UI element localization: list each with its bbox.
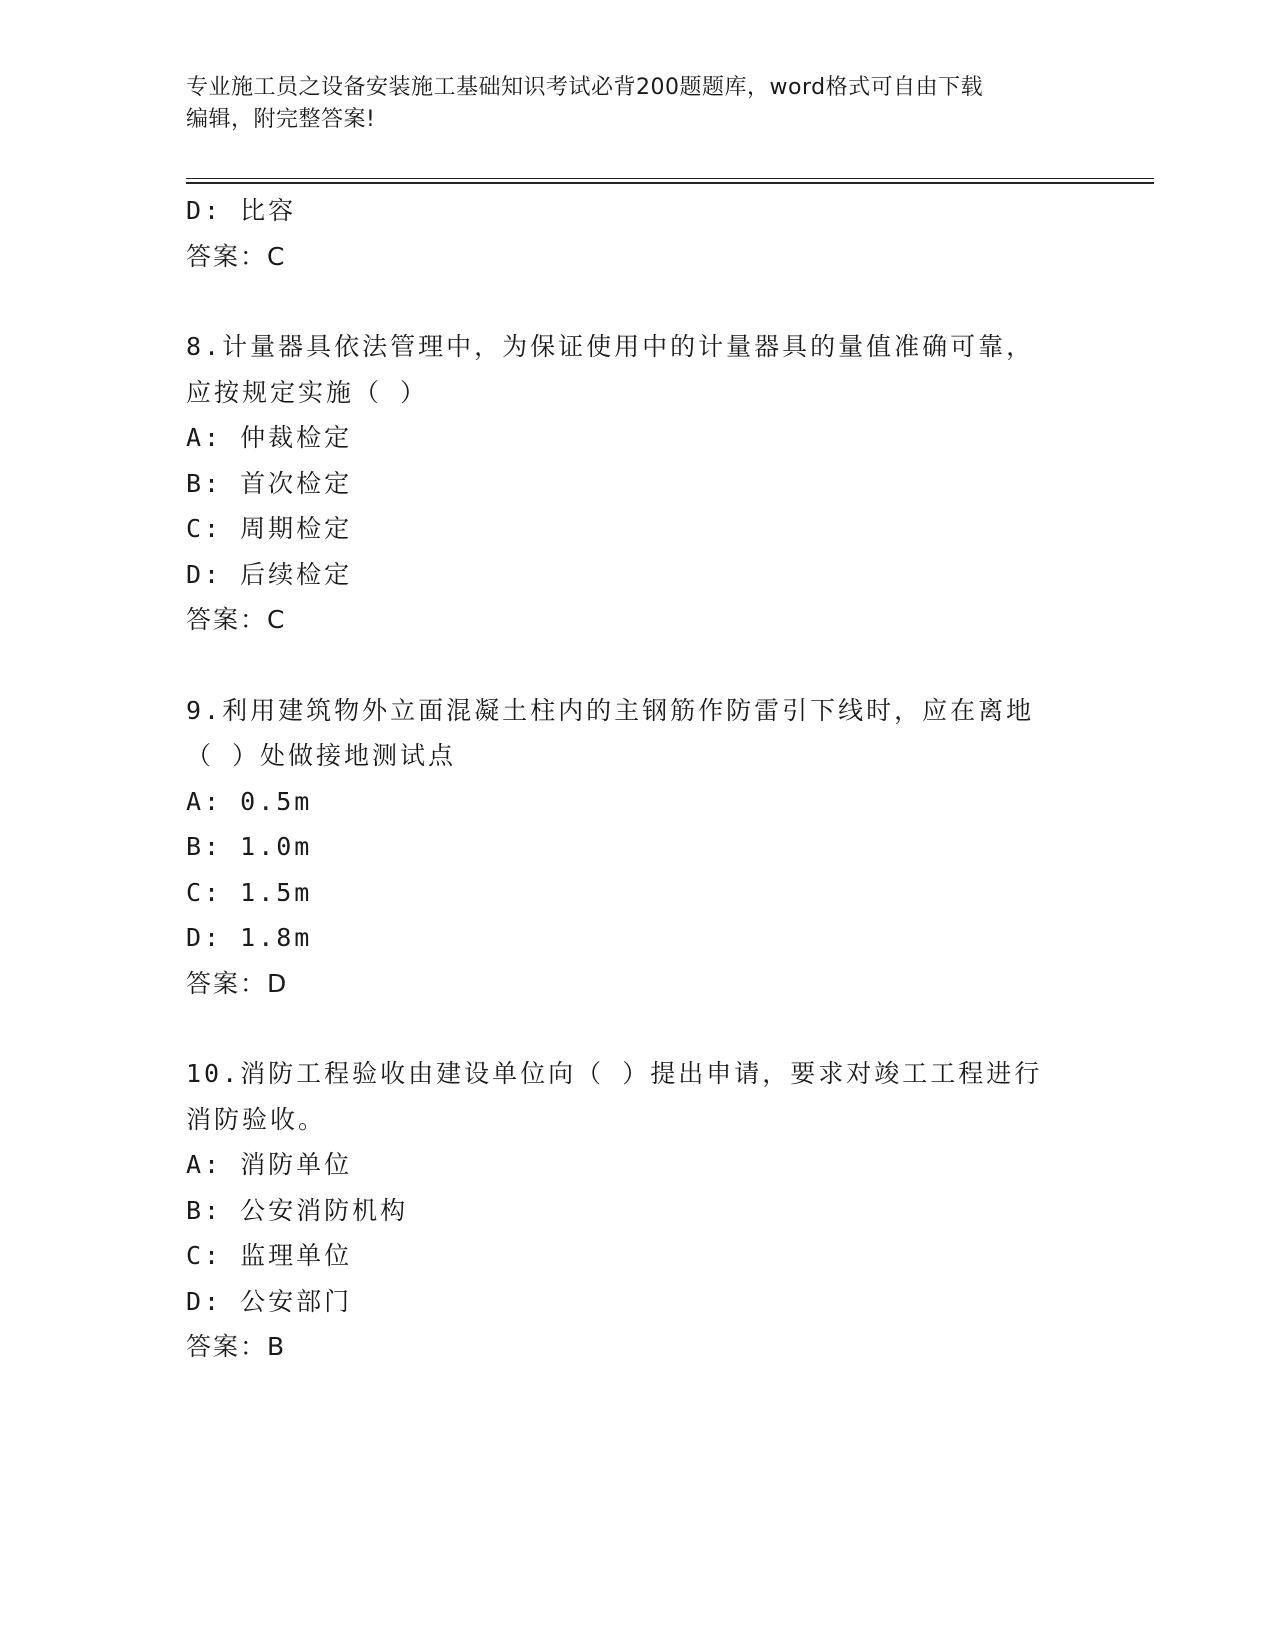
previous-question-fragment: [186, 188, 1086, 279]
question-content: [186, 188, 1086, 1370]
header-line-1: 专业施工员之设备安装施工基础知识考试必背200题题库，word格式可自由下载: [186, 75, 984, 100]
option-a: A: 0.5m: [186, 786, 313, 816]
answer-line: 答案：C: [186, 605, 287, 634]
question-stem: 8.计量器具依法管理中，为保证使用中的计量器具的量值准确可靠，: [186, 332, 1035, 361]
question-stem-cont: 应按规定实施（ ）: [186, 377, 429, 407]
answer-line: 答案：C: [186, 241, 287, 271]
answer-line: 答案：B: [186, 1332, 287, 1361]
question-10: [186, 1051, 1086, 1370]
option-c: C: 1.5m: [186, 877, 313, 907]
question-9: [186, 688, 1086, 1007]
option-c: C: 周期检定: [186, 514, 353, 543]
header-divider-thin: [186, 178, 1154, 179]
option-d: D: 1.8m: [186, 923, 313, 952]
option-d: D: 比容: [186, 196, 297, 225]
question-stem-cont: 消防验收。: [186, 1104, 327, 1134]
question-stem: 10.消防工程验收由建设单位向（ ）提出申请，要求对竣工工程进行: [186, 1059, 1043, 1088]
option-b: B: 公安消防机构: [186, 1195, 409, 1225]
header-line-2: 编辑，附完整答案!: [186, 107, 376, 132]
option-d: D: 公安部门: [186, 1286, 353, 1316]
page-header: [186, 72, 1066, 136]
answer-line: 答案：D: [186, 968, 289, 998]
option-b: B: 1.0m: [186, 832, 313, 861]
option-d: D: 后续检定: [186, 559, 353, 589]
option-a: A: 仲裁检定: [186, 423, 353, 452]
option-c: C: 监理单位: [186, 1241, 353, 1270]
question-stem-cont: （ ）处做接地测试点: [186, 741, 457, 770]
question-8: [186, 324, 1086, 643]
question-stem: 9.利用建筑物外立面混凝土柱内的主钢筋作防雷引下线时，应在离地: [186, 695, 1035, 725]
option-a: A: 消防单位: [186, 1150, 353, 1179]
option-b: B: 首次检定: [186, 468, 353, 498]
header-divider-thick: [186, 182, 1154, 184]
